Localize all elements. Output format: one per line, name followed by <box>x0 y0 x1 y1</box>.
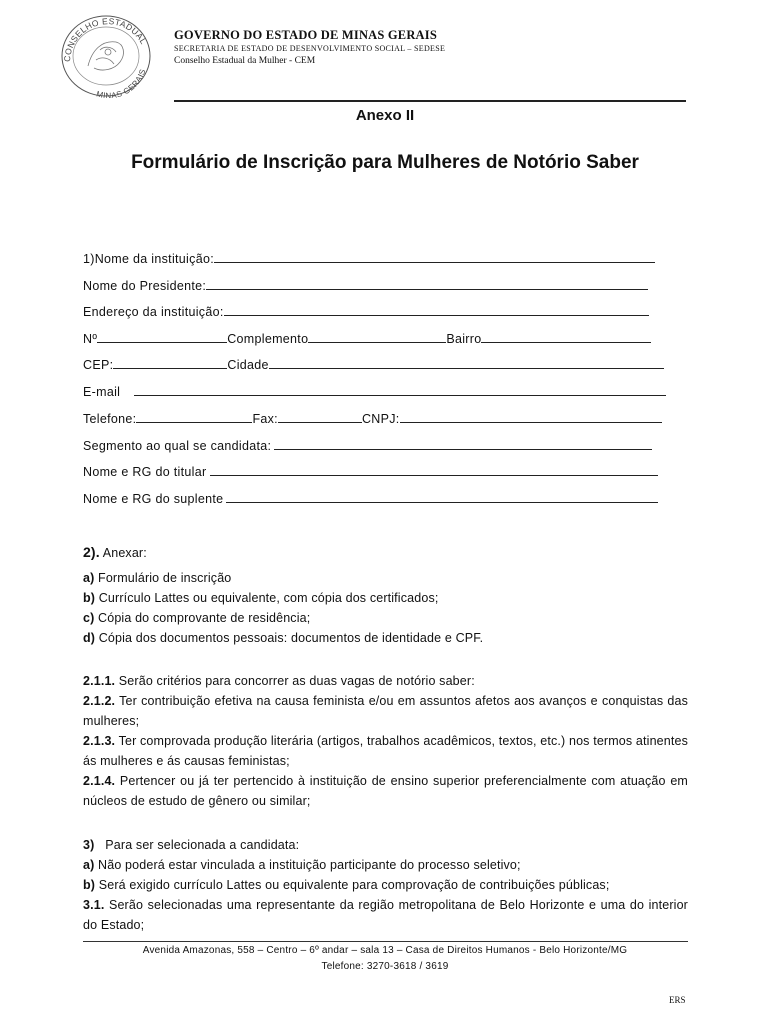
item-text: Serão selecionadas uma representante da região metropolitana de Belo Horizonte e uma do interior do Estado; <box>83 898 688 932</box>
segment-line <box>83 437 652 453</box>
item-text: Cópia do comprovante de residência; <box>94 611 311 625</box>
section2-list <box>83 568 688 648</box>
criteria-text: Serão critérios para concorrer as duas vagas de notório saber: <box>115 674 475 688</box>
council-name: Conselho Estadual da Mulher - CEM <box>174 56 316 66</box>
page-mark: ERS <box>669 995 686 1005</box>
phone-fax-cnpj-line <box>83 410 662 426</box>
svg-text:CONSELHO ESTADUAL DA MULHER <box>56 10 150 62</box>
institution-address-field[interactable] <box>224 303 649 316</box>
criteria-item <box>83 691 688 731</box>
seal-text-top: CONSELHO ESTADUAL <box>61 16 149 63</box>
criteria-text: Ter comprovada produção literária (artigos, trabalhos acadêmicos, textos, etc.) nos termos atinentes ás mulheres e ás causas feministas; <box>83 734 689 768</box>
email-line <box>83 383 666 399</box>
criteria-key: 2.1.4. <box>83 774 116 788</box>
section3 <box>83 835 688 935</box>
criteria-item <box>83 671 688 691</box>
number-label: Nº <box>83 332 98 346</box>
segment-label: Segmento ao qual se candidata: <box>83 439 272 453</box>
complement-label: Complemento <box>227 332 309 346</box>
district-label: Bairro <box>446 332 482 346</box>
institution-name-line <box>83 250 655 266</box>
section3-heading <box>83 835 688 855</box>
form-title: Formulário de Inscrição para Mulheres de Notório Saber <box>131 152 639 173</box>
cnpj-field[interactable] <box>400 410 662 423</box>
government-title: GOVERNO DO ESTADO DE MINAS GERAIS <box>174 28 438 42</box>
item-text: Não poderá estar vinculada a instituição participante do processo seletivo; <box>94 858 521 872</box>
list-item <box>83 628 688 648</box>
number-field[interactable] <box>97 330 227 343</box>
header-divider <box>174 100 686 102</box>
footer-divider <box>83 941 688 942</box>
footer-phone: Telefone: 3270-3618 / 3619 <box>321 961 449 972</box>
list-item <box>83 875 688 895</box>
cep-label: CEP: <box>83 358 114 372</box>
holder-label: Nome e RG do titular <box>83 465 207 479</box>
alternate-line <box>83 490 658 506</box>
section2-text: Anexar: <box>99 546 147 560</box>
cnpj-label: CNPJ: <box>361 412 400 426</box>
phone-field[interactable] <box>136 410 252 423</box>
item-key: b) <box>83 591 96 605</box>
email-field[interactable] <box>134 383 666 396</box>
item-text: Cópia dos documentos pessoais: documentos de identidade e CPF. <box>95 631 484 645</box>
complement-field[interactable] <box>308 330 446 343</box>
institution-address-label: Endereço da instituição: <box>83 305 224 319</box>
criteria-item <box>83 771 688 811</box>
city-field[interactable] <box>269 356 664 369</box>
alternate-field[interactable] <box>226 490 658 503</box>
fax-label: Fax: <box>252 412 278 426</box>
item-key: 3.1. <box>83 898 105 912</box>
holder-field[interactable] <box>210 463 658 476</box>
council-seal-logo <box>56 10 156 98</box>
segment-field[interactable] <box>274 437 652 450</box>
list-item <box>83 588 688 608</box>
email-label: E-mail <box>83 385 121 399</box>
item-key: b) <box>83 878 96 892</box>
city-label: Cidade <box>227 358 269 372</box>
section3-number: 3) <box>83 838 95 852</box>
cep-field[interactable] <box>113 356 227 369</box>
item-key: a) <box>83 858 95 872</box>
item-text: Currículo Lattes ou equivalente, com cópia dos certificados; <box>95 591 439 605</box>
item-text: Formulário de inscrição <box>94 571 232 585</box>
item-text: Será exigido currículo Lattes ou equivalente para comprovação de contribuições públicas; <box>95 878 610 892</box>
section2-number: 2). <box>83 544 100 560</box>
criteria-item <box>83 731 688 771</box>
list-item <box>83 855 688 875</box>
seal-text-bottom: MINAS GERAIS <box>95 67 148 98</box>
item-key: a) <box>83 571 95 585</box>
institution-name-field[interactable] <box>214 250 655 263</box>
criteria-text: Ter contribuição efetiva na causa feminista e/ou em assuntos afetos aos avanços e conquistas das mulheres; <box>83 694 688 728</box>
item-key: d) <box>83 631 96 645</box>
criteria-key: 2.1.2. <box>83 694 116 708</box>
institution-name-label: 1)Nome da instituição: <box>83 252 214 266</box>
phone-label: Telefone: <box>83 412 137 426</box>
president-name-field[interactable] <box>206 277 648 290</box>
list-item <box>83 608 688 628</box>
list-item <box>83 895 688 935</box>
secretariat-subtitle: SECRETARIA DE ESTADO DE DESENVOLVIMENTO SOCIAL – SEDESE <box>174 44 446 53</box>
criteria-key: 2.1.1. <box>83 674 116 688</box>
cep-city-line <box>83 356 664 372</box>
fax-field[interactable] <box>278 410 362 423</box>
svg-text:MINAS GERAIS <box>95 68 147 98</box>
criteria-list <box>83 671 688 811</box>
criteria-key: 2.1.3. <box>83 734 116 748</box>
president-name-label: Nome do Presidente: <box>83 279 207 293</box>
section2-heading <box>83 542 147 563</box>
annex-label: Anexo II <box>355 107 415 124</box>
alternate-label: Nome e RG do suplente <box>83 492 224 506</box>
criteria-text: Pertencer ou já ter pertencido à instituição de ensino superior preferencialmente com atuação em núcleos de estudo de gênero ou similar; <box>83 774 688 808</box>
list-item <box>83 568 688 588</box>
holder-line <box>83 463 658 479</box>
footer-address: Avenida Amazonas, 558 – Centro – 6º andar – sala 13 – Casa de Direitos Humanos - Belo Horizonte/MG <box>142 945 628 956</box>
address-detail-line <box>83 330 651 346</box>
section3-text: Para ser selecionada a candidata: <box>94 838 300 852</box>
president-name-line <box>83 277 648 293</box>
item-key: c) <box>83 611 95 625</box>
institution-address-line <box>83 303 649 319</box>
district-field[interactable] <box>481 330 651 343</box>
